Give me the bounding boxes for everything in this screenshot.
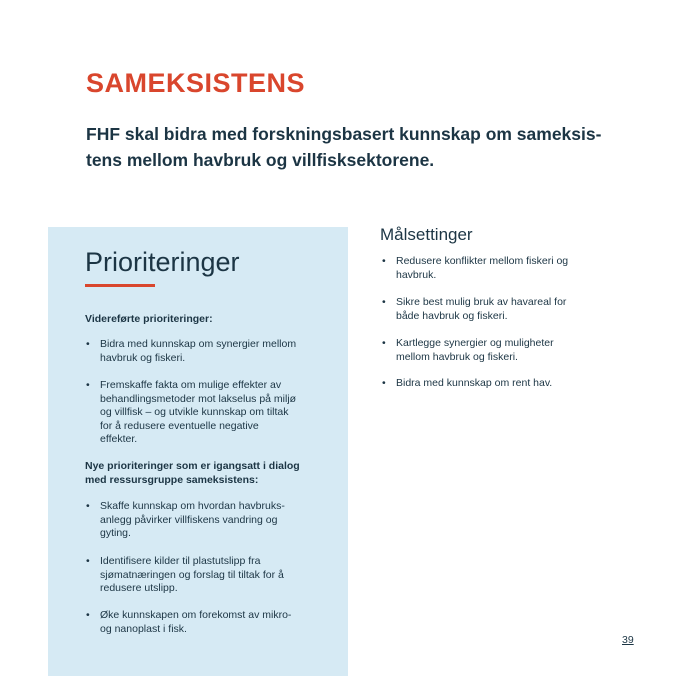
intro-line: FHF skal bidra med forskningsbasert kunnskap om sameksis- <box>86 124 602 144</box>
continued-priorities-list-2 <box>85 379 296 447</box>
list-item: • Kartlegge synergier og muligheter mellom havbruk og fiskeri. <box>381 337 554 364</box>
heading-underline <box>85 284 155 287</box>
list-item: • Øke kunnskapen om forekomst av mikro- og nanoplast i fisk. <box>85 609 291 636</box>
intro-line: tens mellom havbruk og villfisksektorene. <box>86 150 435 170</box>
new-priorities-list-2 <box>85 555 284 596</box>
list-item: • Bidra med kunnskap om synergier mellom havbruk og fiskeri. <box>85 338 296 365</box>
goals-list-4 <box>381 377 552 391</box>
list-item: • Redusere konflikter mellom fiskeri og havbruk. <box>381 255 568 282</box>
new-priorities-list-3 <box>85 609 291 636</box>
new-priorities-list <box>85 500 285 541</box>
new-priorities-label: Nye prioriteringer som er igangsatt i dialog med ressursgruppe sameksistens: <box>85 460 300 486</box>
priorities-heading: Prioriteringer <box>85 247 240 277</box>
continued-priorities-label: Videreførte prioriteringer: <box>85 313 213 325</box>
continued-priorities-list <box>85 338 296 365</box>
goals-list <box>381 255 568 282</box>
goals-heading: Målsettinger <box>380 225 473 244</box>
list-item: • Fremskaffe fakta om mulige effekter av behandlingsmetoder mot lakselus på miljø og villfisk – og utvikle kunnskap om tiltak for å redusere eventuelle negative effekter. <box>85 379 296 447</box>
intro-text <box>86 121 606 173</box>
list-item: • Sikre best mulig bruk av havareal for både havbruk og fiskeri. <box>381 296 566 323</box>
list-item: • Identifisere kilder til plastutslipp fra sjømatnæringen og forslag til tiltak for å redusere utslipp. <box>85 555 284 596</box>
list-item: • Bidra med kunnskap om rent hav. <box>381 377 552 391</box>
page-title: SAMEKSISTENS <box>86 68 306 98</box>
goals-list-2 <box>381 296 566 323</box>
page-number: 39 <box>622 634 634 646</box>
list-item: • Skaffe kunnskap om hvordan havbruks- anlegg påvirker villfiskens vandring og gyting. <box>85 500 285 541</box>
goals-list-3 <box>381 337 554 364</box>
priorities-panel <box>48 227 348 676</box>
